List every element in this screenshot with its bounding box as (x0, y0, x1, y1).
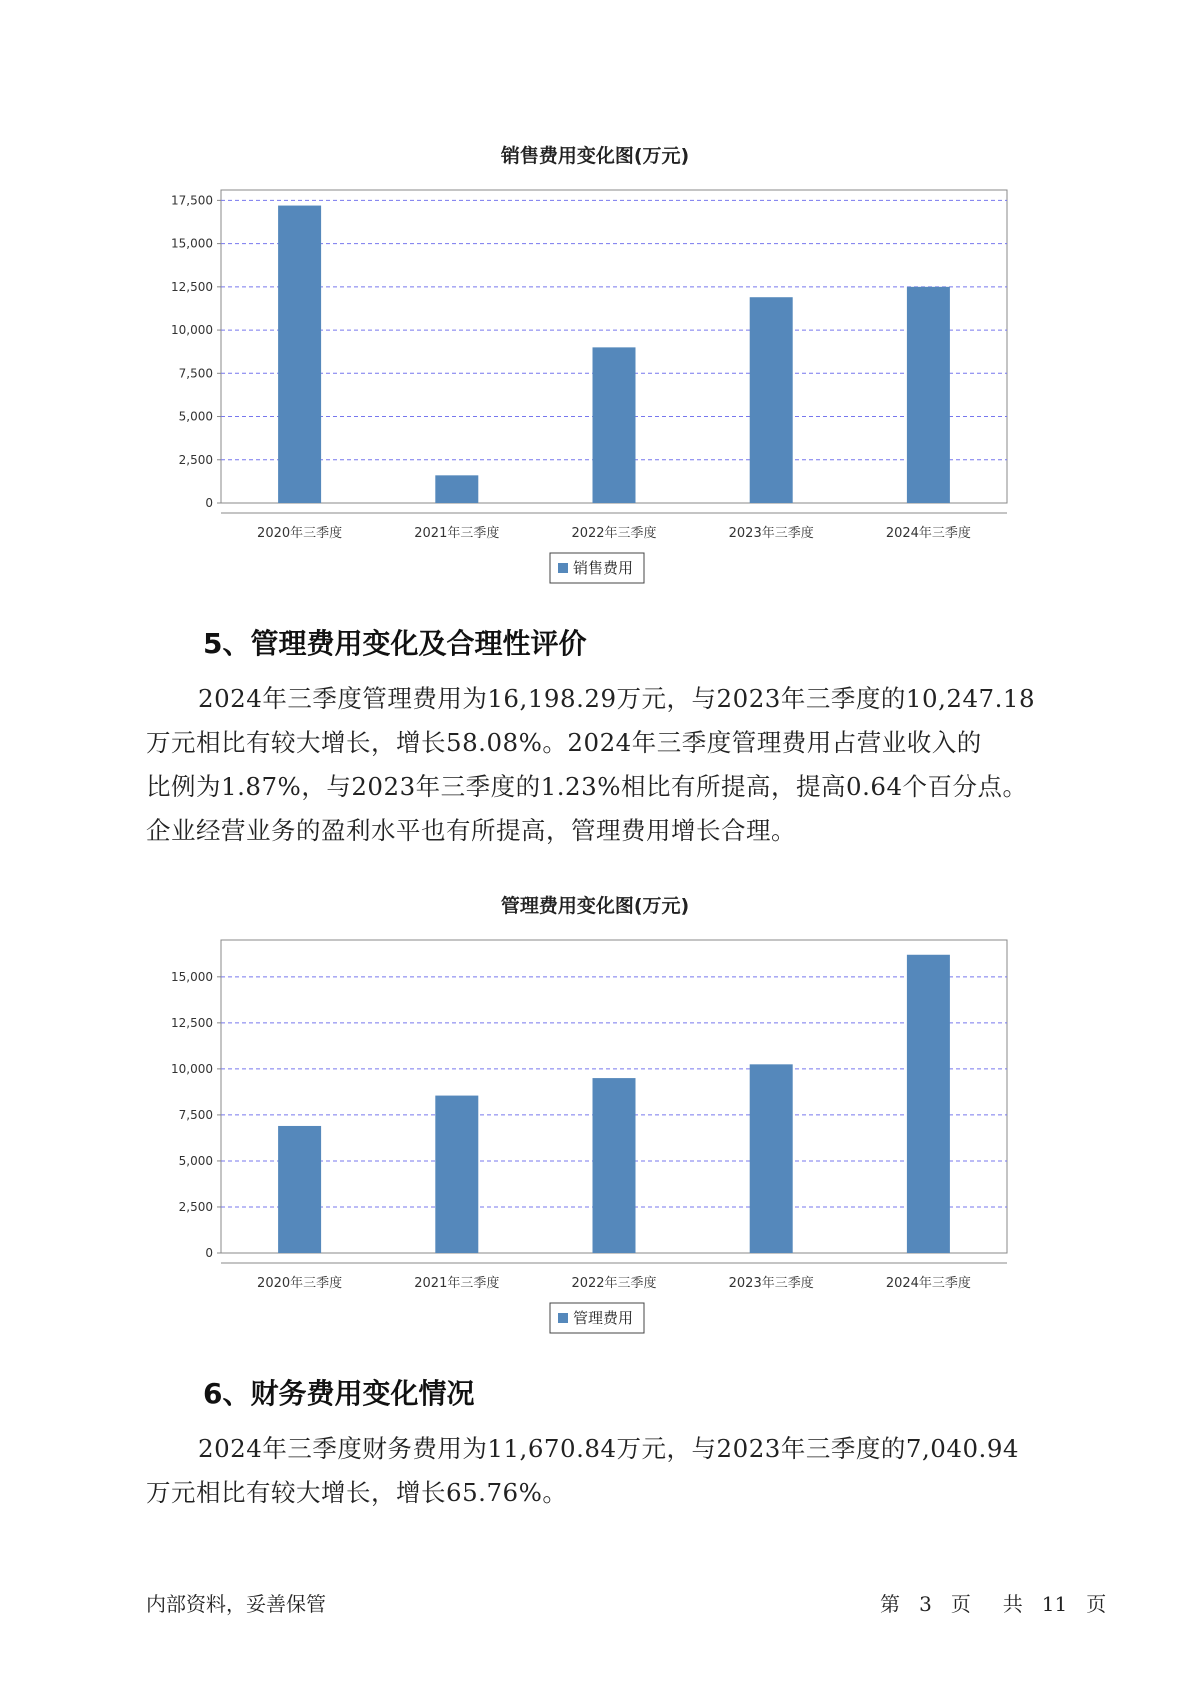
bar (907, 955, 950, 1253)
footer-total-prefix: 共 (1002, 1592, 1023, 1616)
section-5-line: 万元相比有较大增长，增长58.08%。2024年三季度管理费用占营业收入的 (146, 728, 982, 757)
footer-page-prefix: 第 (880, 1592, 900, 1616)
footer-total-unit: 页 (1086, 1592, 1107, 1616)
legend-label: 销售费用 (573, 559, 634, 577)
y-tick-label: 0 (205, 1246, 213, 1260)
y-tick-label: 5,000 (178, 409, 213, 424)
x-tick-label: 2021年三季度 (414, 1276, 500, 1291)
bar (750, 1064, 793, 1253)
y-tick-label: 0 (205, 496, 213, 510)
section-5-paragraph (146, 677, 1076, 853)
bar (593, 1078, 636, 1253)
section-5-heading: 5、管理费用变化及合理性评价 (203, 627, 587, 660)
sales-expense-chart-svg (0, 130, 1191, 600)
section-6-line: 万元相比有较大增长，增长65.76%。 (146, 1478, 568, 1507)
footer-page-number: 3 (919, 1592, 932, 1616)
y-tick-label: 10,000 (171, 323, 213, 338)
footer-confidential-note: 内部资料，妥善保管 (146, 1592, 326, 1616)
section-6-paragraph (146, 1427, 1076, 1515)
x-tick-label: 2022年三季度 (571, 526, 657, 541)
bar (435, 475, 478, 503)
y-tick-label: 2,500 (178, 452, 213, 467)
x-tick-label: 2024年三季度 (885, 1276, 971, 1291)
x-tick-label: 2023年三季度 (728, 1276, 814, 1291)
legend-swatch (558, 1313, 568, 1323)
x-tick-label: 2021年三季度 (414, 526, 500, 541)
x-tick-label: 2020年三季度 (257, 526, 343, 541)
bar (435, 1096, 478, 1253)
section-6-line: 2024年三季度财务费用为11,670.84万元，与2023年三季度的7,040.94 (198, 1434, 1019, 1463)
section-5-line: 2024年三季度管理费用为16,198.29万元，与2023年三季度的10,247.18 (198, 684, 1036, 713)
y-tick-label: 2,500 (178, 1199, 213, 1214)
chart-title: 管理费用变化图(万元) (500, 895, 690, 917)
x-tick-label: 2022年三季度 (571, 1276, 657, 1291)
y-tick-label: 12,500 (171, 279, 213, 294)
y-tick-label: 12,500 (171, 1015, 213, 1030)
footer-total-pages: 11 (1041, 1592, 1068, 1616)
bar (278, 206, 321, 503)
legend-swatch (558, 563, 568, 573)
bar (278, 1126, 321, 1253)
bar (907, 287, 950, 503)
y-tick-label: 15,000 (171, 969, 213, 984)
admin-expense-chart-svg (0, 880, 1191, 1350)
sales-expense-chart (0, 130, 1191, 600)
admin-expense-chart (0, 880, 1191, 1350)
footer-page-unit: 页 (950, 1592, 971, 1616)
x-tick-label: 2020年三季度 (257, 1276, 343, 1291)
y-tick-label: 7,500 (178, 366, 213, 381)
x-tick-label: 2023年三季度 (728, 526, 814, 541)
y-tick-label: 7,500 (178, 1107, 213, 1122)
section-6-heading: 6、财务费用变化情况 (203, 1377, 475, 1410)
section-5-line: 比例为1.87%，与2023年三季度的1.23%相比有所提高，提高0.64个百分点。 (146, 772, 1028, 801)
legend (550, 1303, 644, 1333)
chart-title: 销售费用变化图(万元) (500, 145, 690, 167)
legend (550, 553, 644, 583)
x-tick-label: 2024年三季度 (885, 526, 971, 541)
legend-label: 管理费用 (573, 1309, 634, 1327)
y-tick-label: 10,000 (171, 1061, 213, 1076)
bar (593, 347, 636, 503)
footer-page-indicator (880, 1588, 1106, 1617)
section-5-line: 企业经营业务的盈利水平也有所提高，管理费用增长合理。 (146, 816, 796, 845)
y-tick-label: 5,000 (178, 1153, 213, 1168)
bar (750, 297, 793, 503)
y-tick-label: 15,000 (171, 236, 213, 251)
y-tick-label: 17,500 (171, 193, 213, 208)
